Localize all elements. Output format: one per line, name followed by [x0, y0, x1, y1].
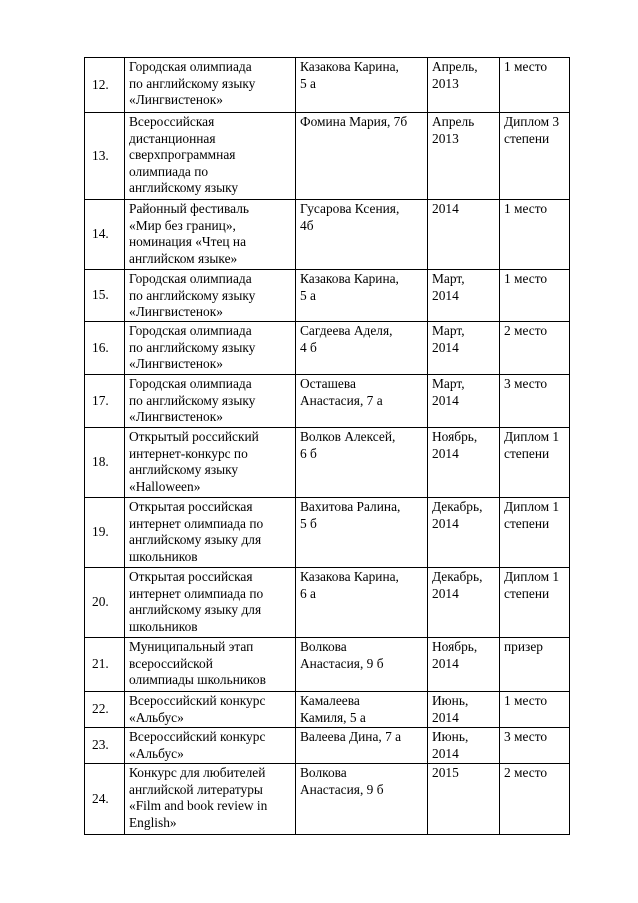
- row-number: 18.: [85, 428, 125, 498]
- row-number: 14.: [85, 200, 125, 270]
- table-row: [85, 764, 570, 835]
- result-cell: 2 место: [500, 764, 570, 835]
- event-date: Ноябрь, 2014: [428, 638, 500, 692]
- event-name: Конкурс для любителей английской литературы «Film and book review in English»: [125, 764, 296, 835]
- event-date: Декабрь, 2014: [428, 568, 500, 638]
- table-row: [85, 498, 570, 568]
- row-number: 20.: [85, 568, 125, 638]
- event-date: Апрель 2013: [428, 113, 500, 200]
- participant-name: Волкова Анастасия, 9 б: [296, 638, 428, 692]
- table-row: [85, 322, 570, 375]
- table-row: [85, 728, 570, 764]
- participant-name: Сагдеева Аделя, 4 б: [296, 322, 428, 375]
- participant-name: Осташева Анастасия, 7 а: [296, 375, 428, 428]
- result-cell: 3 место: [500, 728, 570, 764]
- event-date: Ноябрь, 2014: [428, 428, 500, 498]
- event-date: Март, 2014: [428, 322, 500, 375]
- event-name: Всероссийский конкурс «Альбус»: [125, 692, 296, 728]
- event-name: Городская олимпиада по английскому языку «Лингвистенок»: [125, 270, 296, 322]
- row-number: 19.: [85, 498, 125, 568]
- participant-name: Волков Алексей, 6 б: [296, 428, 428, 498]
- event-name: Открытый российский интернет-конкурс по английскому языку «Halloween»: [125, 428, 296, 498]
- results-table: [84, 57, 570, 835]
- event-name: Открытая российская интернет олимпиада по английскому языку для школьников: [125, 568, 296, 638]
- row-number: 12.: [85, 58, 125, 113]
- event-date: Декабрь, 2014: [428, 498, 500, 568]
- event-date: Март, 2014: [428, 270, 500, 322]
- participant-name: Волкова Анастасия, 9 б: [296, 764, 428, 835]
- table-row: [85, 58, 570, 113]
- result-cell: 3 место: [500, 375, 570, 428]
- result-cell: Диплом 1 степени: [500, 568, 570, 638]
- participant-name: Казакова Карина, 5 а: [296, 58, 428, 113]
- table-row: [85, 428, 570, 498]
- event-date: 2014: [428, 200, 500, 270]
- participant-name: Камалеева Камиля, 5 а: [296, 692, 428, 728]
- participant-name: Валеева Дина, 7 а: [296, 728, 428, 764]
- table-row: [85, 638, 570, 692]
- result-cell: 1 место: [500, 692, 570, 728]
- table-row: [85, 270, 570, 322]
- event-name: Городская олимпиада по английскому языку «Лингвистенок»: [125, 322, 296, 375]
- event-name: Всероссийский конкурс «Альбус»: [125, 728, 296, 764]
- result-cell: призер: [500, 638, 570, 692]
- event-name: Районный фестиваль «Мир без границ», номинация «Чтец на английском языке»: [125, 200, 296, 270]
- result-cell: Диплом 3 степени: [500, 113, 570, 200]
- table-row: [85, 113, 570, 200]
- event-name: Открытая российская интернет олимпиада по английскому языку для школьников: [125, 498, 296, 568]
- event-date: 2015: [428, 764, 500, 835]
- event-name: Всероссийская дистанционная сверхпрограммная олимпиада по английскому языку: [125, 113, 296, 200]
- result-cell: Диплом 1 степени: [500, 498, 570, 568]
- participant-name: Гусарова Ксения, 4б: [296, 200, 428, 270]
- result-cell: 1 место: [500, 200, 570, 270]
- event-name: Городская олимпиада по английскому языку «Лингвистенок»: [125, 375, 296, 428]
- table-row: [85, 568, 570, 638]
- event-date: Июнь, 2014: [428, 728, 500, 764]
- result-cell: 1 место: [500, 270, 570, 322]
- result-cell: 2 место: [500, 322, 570, 375]
- participant-name: Вахитова Ралина, 5 б: [296, 498, 428, 568]
- event-date: Июнь, 2014: [428, 692, 500, 728]
- row-number: 17.: [85, 375, 125, 428]
- table-row: [85, 375, 570, 428]
- result-cell: 1 место: [500, 58, 570, 113]
- row-number: 23.: [85, 728, 125, 764]
- row-number: 21.: [85, 638, 125, 692]
- participant-name: Казакова Карина, 5 а: [296, 270, 428, 322]
- participant-name: Фомина Мария, 7б: [296, 113, 428, 200]
- row-number: 24.: [85, 764, 125, 835]
- row-number: 13.: [85, 113, 125, 200]
- participant-name: Казакова Карина, 6 а: [296, 568, 428, 638]
- row-number: 22.: [85, 692, 125, 728]
- event-date: Март, 2014: [428, 375, 500, 428]
- results-table-body: [85, 58, 570, 835]
- table-row: [85, 692, 570, 728]
- row-number: 15.: [85, 270, 125, 322]
- result-cell: Диплом 1 степени: [500, 428, 570, 498]
- event-name: Муниципальный этап всероссийской олимпиады школьников: [125, 638, 296, 692]
- event-date: Апрель, 2013: [428, 58, 500, 113]
- table-row: [85, 200, 570, 270]
- row-number: 16.: [85, 322, 125, 375]
- event-name: Городская олимпиада по английскому языку «Лингвистенок»: [125, 58, 296, 113]
